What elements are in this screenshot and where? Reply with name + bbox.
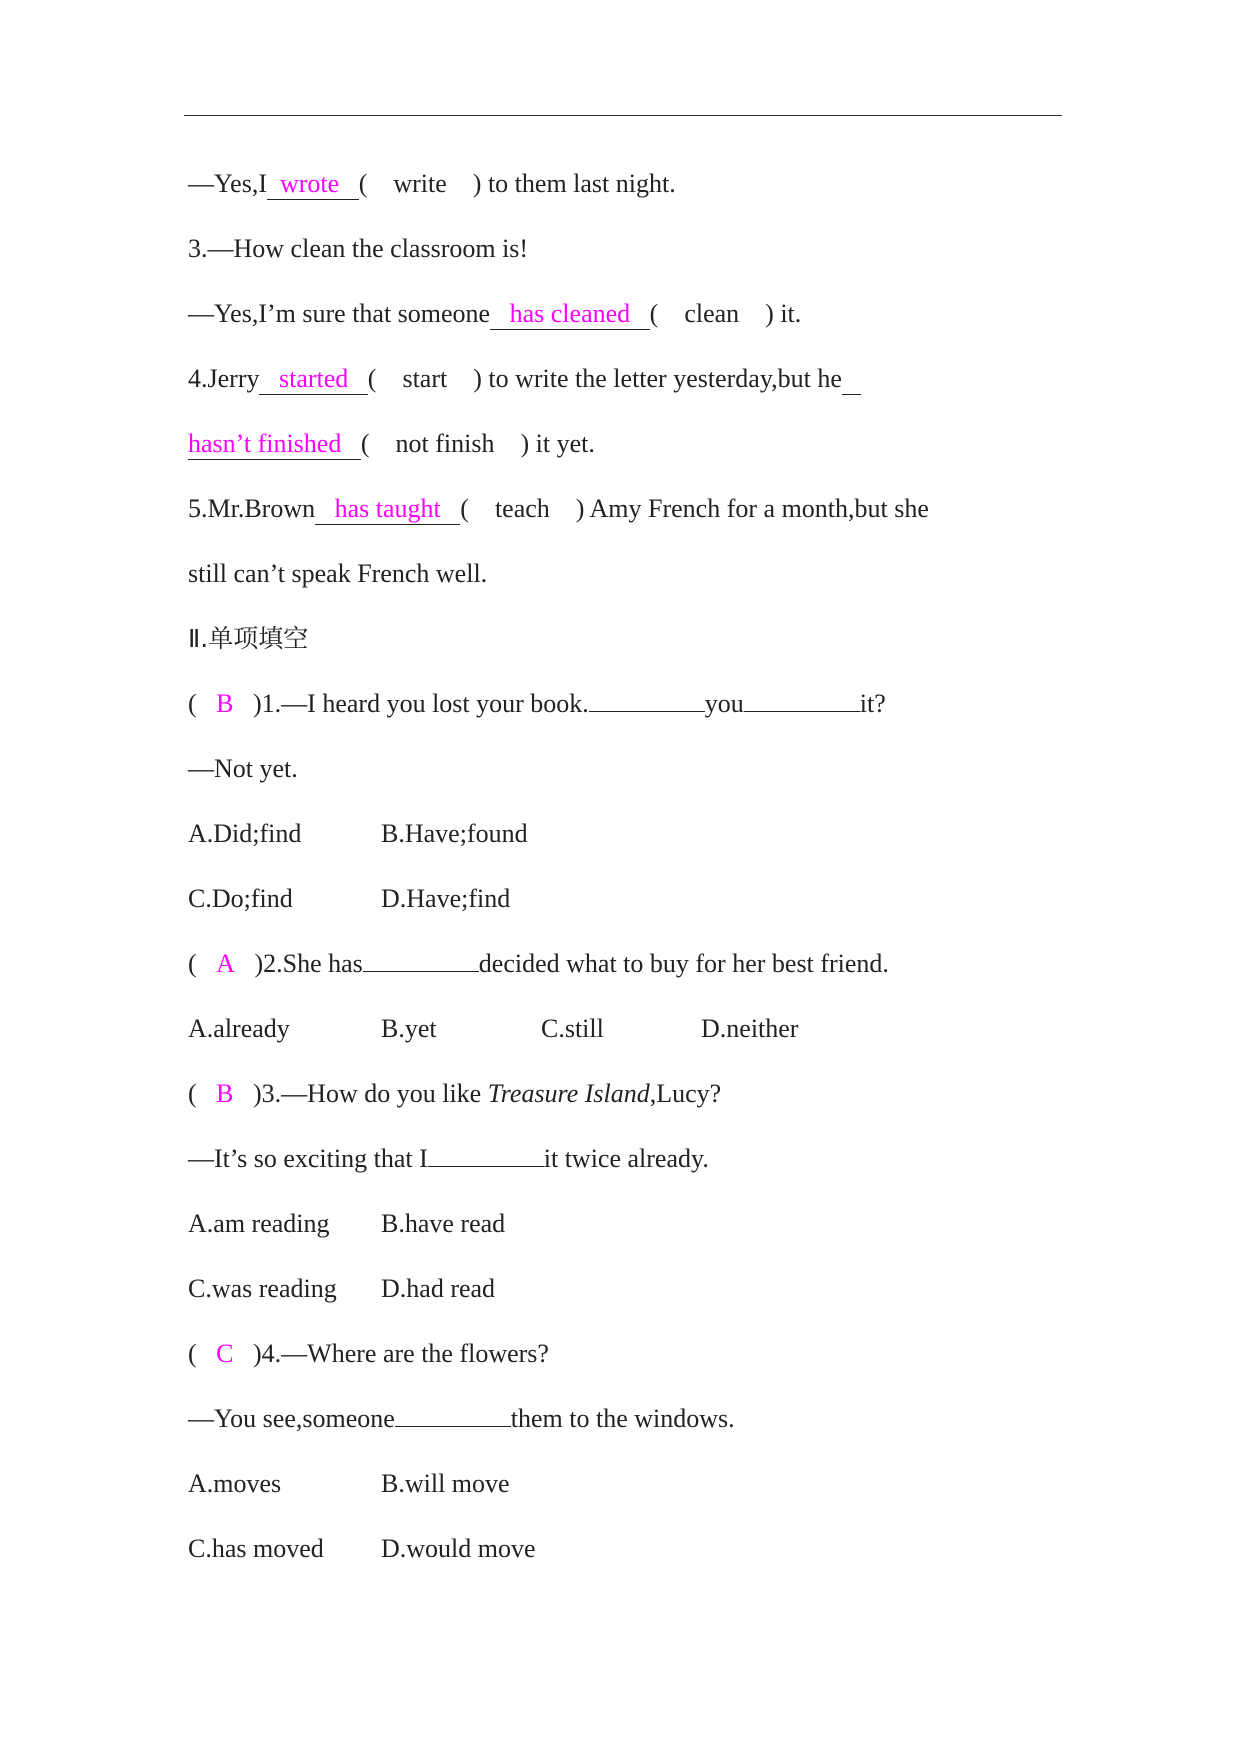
blank [395, 1402, 511, 1427]
line-4: 4.Jerry started ( start ) to write the letter yesterday,but he [188, 353, 1068, 418]
blank [363, 947, 479, 972]
question-4-options-cd [188, 1523, 1068, 1588]
answer-blank: wrote [267, 169, 359, 200]
option-b: B.will move [381, 1469, 510, 1498]
line-5: hasn’t finished ( not finish ) it yet. [188, 429, 595, 458]
answer-blank: has cleaned [490, 299, 650, 330]
option-c: C.was reading [188, 1274, 337, 1303]
question-1: ( B )1.—I heard you lost your book. you it? [188, 689, 886, 718]
question-1-options-cd [188, 873, 1068, 938]
option-c: C.Do;find [188, 884, 293, 913]
answer-choice: B [216, 689, 234, 718]
option-b: B.yet [381, 1014, 437, 1043]
answer-choice: C [216, 1339, 234, 1368]
question-3-reply: —It’s so exciting that I it twice already. [188, 1144, 709, 1173]
option-d: D.would move [381, 1534, 536, 1563]
worksheet-content [188, 158, 1068, 1588]
answer-blank: started [259, 364, 367, 395]
section-title: Ⅱ.单项填空 [188, 624, 309, 653]
line-3: —Yes,I’m sure that someone has cleaned ( clean ) it. [188, 299, 802, 328]
question-1-options-ab [188, 808, 1068, 873]
blank [589, 687, 705, 712]
question-3-options-cd [188, 1263, 1068, 1328]
option-b: B.have read [381, 1209, 506, 1238]
blank [744, 687, 860, 712]
option-c: C.still [541, 1014, 604, 1043]
question-1-reply: —Not yet. [188, 754, 298, 783]
question-4: ( C )4.—Where are the flowers? [188, 1339, 549, 1368]
book-title: Treasure Island [487, 1079, 650, 1108]
answer-blank: hasn’t finished [188, 429, 361, 460]
option-a: A.already [188, 1014, 290, 1043]
option-c: C.has moved [188, 1534, 324, 1563]
option-d: D.neither [701, 1014, 799, 1043]
question-2: ( A )2.She has decided what to buy for her best friend. [188, 949, 889, 978]
answer-blank: has taught [315, 494, 460, 525]
question-3: ( B )3.—How do you like Treasure Island,Lucy? [188, 1079, 722, 1108]
answer-choice: A [216, 949, 235, 978]
option-a: A.Did;find [188, 819, 302, 848]
option-d: D.Have;find [381, 884, 511, 913]
line-1: —Yes,I wrote ( write ) to them last night. [188, 169, 676, 198]
option-d: D.had read [381, 1274, 496, 1303]
question-3-options-ab [188, 1198, 1068, 1263]
option-a: A.am reading [188, 1209, 330, 1238]
option-b: B.Have;found [381, 819, 528, 848]
header-rule [184, 115, 1062, 116]
line-6: 5.Mr.Brown has taught ( teach ) Amy French for a month,but she [188, 494, 929, 523]
question-4-options-ab [188, 1458, 1068, 1523]
answer-choice: B [216, 1079, 234, 1108]
question-4-reply: —You see,someone them to the windows. [188, 1404, 735, 1433]
option-a: A.moves [188, 1469, 282, 1498]
line-7: still can’t speak French well. [188, 559, 488, 588]
line-2: 3.—How clean the classroom is! [188, 234, 529, 263]
question-2-options [188, 1003, 1068, 1068]
blank [428, 1142, 544, 1167]
